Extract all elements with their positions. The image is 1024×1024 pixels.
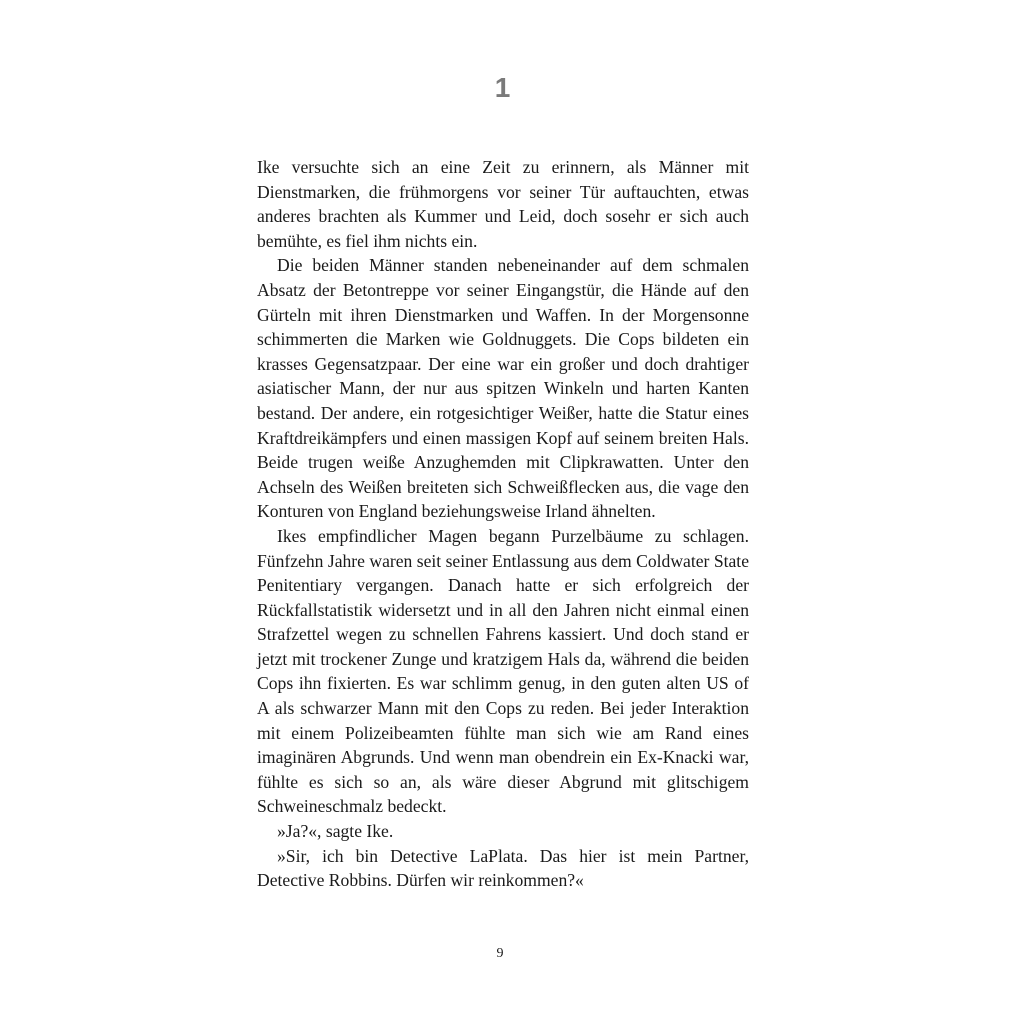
page-number: 9 <box>496 946 504 961</box>
paragraph-4: »Ja?«, sagte Ike. <box>277 821 394 842</box>
paragraph-5: »Sir, ich bin Detective LaPlata. Das hier ist mein Partner, Detective Robbins. Dürfen wir reinkommen?« <box>257 845 749 891</box>
paragraph-2: Die beiden Männer standen nebeneinander auf dem schmalen Absatz der Betontreppe vor seiner Eingangstür, die Hände auf den Gürteln mit ihren Dienstmarken und Waffen. In der Morgensonne schimmerten die Marken wie Goldnuggets. Die Cops bildeten ein krasses Gegensatzpaar. Der eine war ein großer und doch drahtiger asiatischer Mann, der nur aus spitzen Winkeln und harten Kanten bestand. Der andere, ein rotgesichtiger Weißer, hatte die Statur eines Kraftdreikämpfers und einen massigen Kopf auf seinem breiten Hals. Beide trugen weiße Anzughemden mit Clipkrawatten. Unter den Achseln des Weißen breiteten sich Schweißflecken aus, die vage den Konturen von England beziehungsweise Irland ähnelten. <box>257 255 749 522</box>
chapter-number: 1 <box>494 72 512 103</box>
paragraph-1: Ike versuchte sich an eine Zeit zu erinnern, als Männer mit Dienstmarken, die frühmorgens vor seiner Tür auftauchten, etwas anderes brachten als Kummer und Leid, doch sosehr er sich auch bemühte, es fiel ihm nichts ein. <box>257 157 749 251</box>
paragraph-3: Ikes empfindlicher Magen begann Purzelbäume zu schlagen. Fünfzehn Jahre waren seit seiner Entlassung aus dem Coldwater State Penitentiary vergangen. Danach hatte er sich erfolgreich der Rückfallstatistik widersetzt und in all den Jahren nicht einmal einen Strafzettel wegen zu schnellen Fahrens kassiert. Und doch stand er jetzt mit trockener Zunge und kratzigem Hals da, während die beiden Cops ihn fixierten. Es war schlimm genug, in den guten alten US of A als schwarzer Mann mit den Cops zu reden. Bei jeder Interaktion mit einem Polizeibeamten fühlte man sich wie am Rand eines imaginären Abgrunds. Und wenn man obendrein ein Ex-Knacki war, fühlte es sich so an, als wäre dieser Abgrund mit glitschigem Schweineschmalz bedeckt. <box>257 525 749 817</box>
chapter-body-text <box>257 155 749 893</box>
